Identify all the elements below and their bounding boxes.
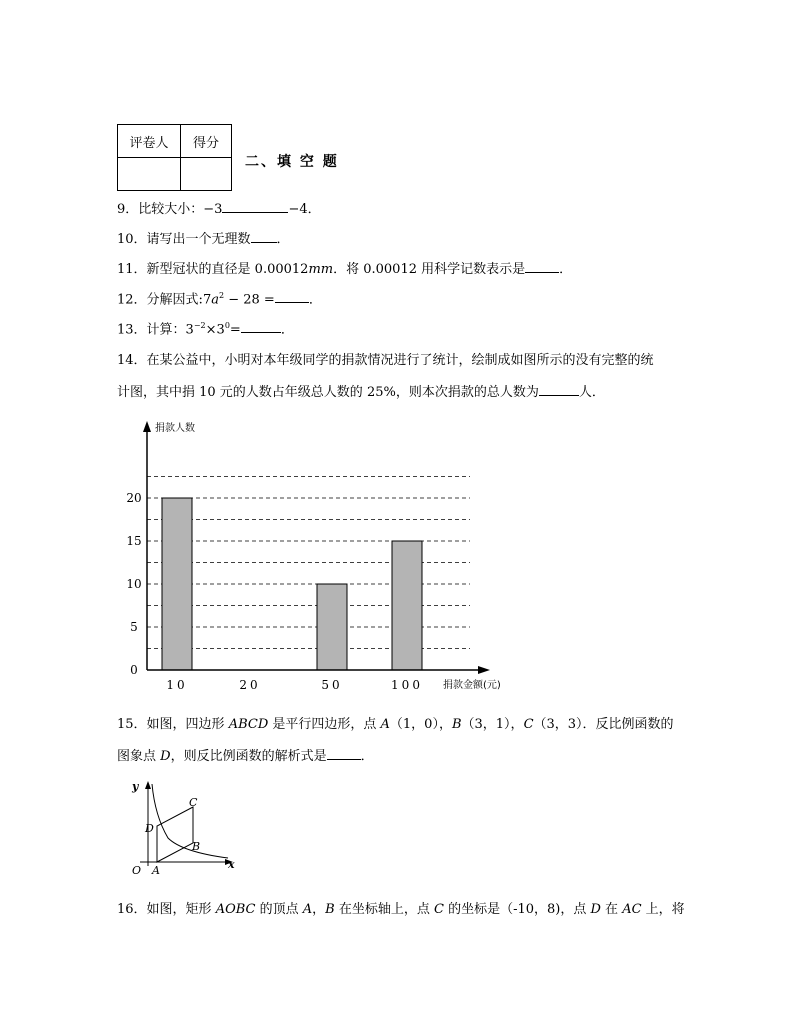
y-axis-arrow: [143, 421, 151, 432]
question-16: 16．如图，矩形 AOBC 的顶点 A，B 在坐标轴上，点 C 的坐标是（-10，8)，点 D 在 AC 上，将: [117, 902, 685, 917]
answer-blank: [241, 322, 281, 333]
question-14-line-1: 14．在某公益中，小明对本年级同学的捐款情况进行了统计，绘制成如图所示的没有完整的统: [117, 353, 654, 368]
question-9: 9．比较大小：−3 −4．: [117, 202, 321, 217]
bar-100: [392, 541, 422, 670]
chart-y-ticks: [126, 491, 141, 677]
x-tick-label: 100: [391, 678, 423, 692]
question-12: 12．分解因式$:7a^2 - 28$ = ．: [117, 291, 322, 308]
fig-label-y: y: [132, 780, 139, 793]
question-15-line-1: 15．如图，四边形 ABCD 是平行四边形，点 A（1，0），B（3，1），C（3，3）．反比例函数的: [117, 717, 674, 732]
question-11: 11．新型冠状的直径是 0.00012mm．将 0.00012 用科学记数表示是 ．: [117, 262, 573, 277]
score-table: [117, 124, 232, 191]
answer-blank: [525, 262, 559, 273]
x-axis-label: 捐款金额(元): [443, 680, 501, 691]
x-tick-label: 50: [321, 678, 343, 692]
score-table-score-cell: [181, 158, 232, 191]
fig-parallelogram: [157, 807, 193, 862]
x-axis-arrow: [478, 666, 490, 674]
answer-blank: [327, 749, 361, 760]
fig-label-C: C: [189, 796, 198, 809]
question-14-line-2: 计图，其中捐 10 元的人数占年级总人数的 25%，则本次捐款的总人数为 人．: [117, 385, 605, 400]
fig-label-x: x: [228, 858, 235, 871]
x-tick-label: 20: [239, 678, 261, 692]
bar-10: [162, 498, 192, 670]
question-13: 13．计算：$3^{-2}\times 3^0=$ ．: [117, 321, 294, 338]
chart-bars: [162, 498, 422, 670]
y-tick-label: 10: [126, 577, 142, 591]
answer-blank: [222, 202, 288, 213]
fig-label-A: A: [152, 864, 160, 877]
fig-label-O: O: [132, 864, 142, 877]
x-tick-label: 10: [166, 678, 188, 692]
y-tick-label: 20: [126, 491, 142, 505]
question-10: 10．请写出一个无理数 ．: [117, 232, 290, 247]
chart-x-ticks: [166, 678, 423, 692]
answer-blank: [539, 385, 579, 396]
section-title: 二、填 空 题: [245, 154, 339, 170]
score-table-score-header: 得分: [181, 125, 232, 158]
question-15-line-2: 图象点 D，则反比例函数的解析式是 ．: [117, 749, 374, 764]
y-tick-label: 0: [130, 663, 138, 677]
fig-y-arrow: [145, 781, 151, 789]
answer-blank: [275, 292, 309, 303]
y-tick-label: 5: [130, 620, 138, 634]
y-axis-label: 捐款人数: [155, 423, 195, 434]
figure-15-parallelogram: [110, 776, 250, 884]
y-tick-label: 15: [126, 534, 142, 548]
score-table-grader-cell: [118, 158, 181, 191]
donation-bar-chart: [0, 410, 794, 700]
fig-label-D: D: [145, 822, 154, 835]
fig-label-B: B: [192, 840, 201, 853]
score-table-grader-header: 评卷人: [118, 125, 181, 158]
answer-blank: [251, 232, 277, 243]
bar-50: [317, 584, 347, 670]
